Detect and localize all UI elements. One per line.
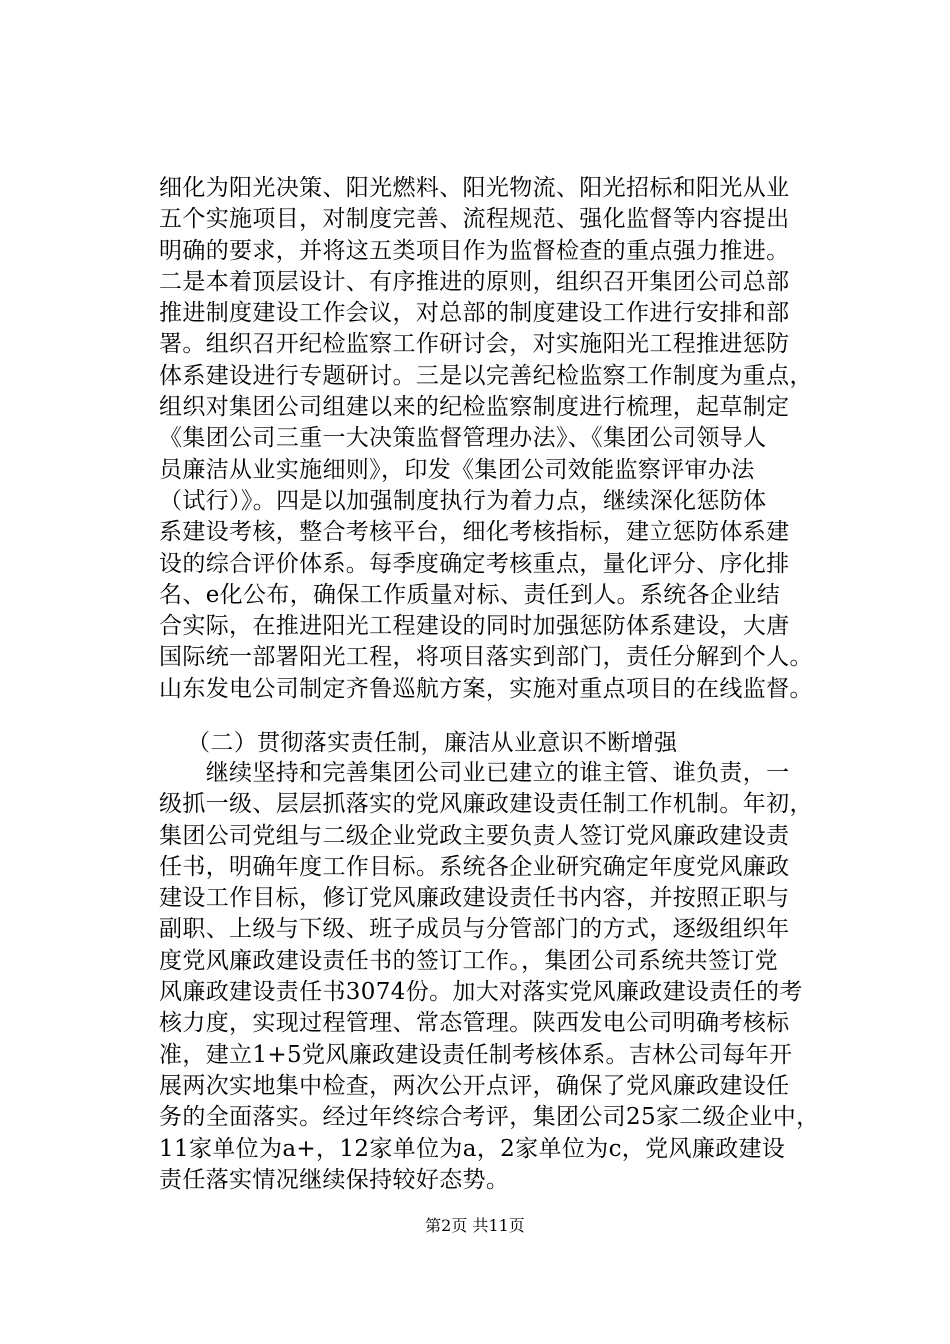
- text-line: 11家单位为a+，12家单位为a，2家单位为c，党风廉政建设: [159, 1135, 786, 1162]
- text-line: 体系建设进行专题研讨。三是以完善纪检监察工作制度为重点，: [159, 362, 813, 389]
- text-line: 任书，明确年度工作目标。系统各企业研究确定年度党风廉政: [159, 853, 790, 880]
- text-line: 二是本着顶层设计、有序推进的原则，组织召开集团公司总部: [159, 268, 790, 295]
- text-line: 合实际，在推进阳光工程建设的同时加强惩防体系建设，大唐: [159, 613, 790, 640]
- text-line: 山东发电公司制定齐鲁巡航方案，实施对重点项目的在线监督。: [159, 675, 813, 702]
- text-line: 核力度，实现过程管理、常态管理。陕西发电公司明确考核标: [159, 1010, 790, 1037]
- text-line: （试行）》。四是以加强制度执行为着力点，继续深化惩防体: [159, 487, 767, 514]
- text-line: 名、e化公布，确保工作质量对标、责任到人。系统各企业结: [159, 581, 781, 608]
- text-line: 《集团公司三重一大决策监督管理办法》、《集团公司领导人: [159, 425, 767, 452]
- text-line: 组织对集团公司组建以来的纪检监察制度进行梳理，起草制定: [159, 394, 790, 421]
- text-line: 署。组织召开纪检监察工作研讨会，对实施阳光工程推进惩防: [159, 331, 790, 358]
- text-line: 度党风廉政建设责任书的签订工作。，集团公司系统共签订党: [159, 947, 778, 974]
- text-line: 推进制度建设工作会议，对总部的制度建设工作进行安排和部: [159, 300, 790, 327]
- section-heading: （二）贯彻落实责任制，廉洁从业意识不断增强: [187, 730, 678, 756]
- text-line: 设的综合评价体系。每季度确定考核重点，量化评分、序化排: [159, 550, 790, 577]
- page-number: 第2页 共11页: [425, 1216, 525, 1235]
- text-line: 集团公司党组与二级企业党政主要负责人签订党风廉政建设责: [159, 822, 790, 849]
- text-line: 级抓一级、层层抓落实的党风廉政建设责任制工作机制。年初，: [159, 791, 813, 818]
- text-line: 责任落实情况继续保持较好态势。: [159, 1166, 510, 1193]
- text-line: 准，建立1+5党风廉政建设责任制考核体系。吉林公司每年开: [159, 1041, 793, 1068]
- text-line: 国际统一部署阳光工程，将项目落实到部门，责任分解到个人。: [159, 644, 813, 671]
- text-line: 明确的要求，并将这五类项目作为监督检查的重点强力推进。: [159, 237, 790, 264]
- text-line: 五个实施项目，对制度完善、流程规范、强化监督等内容提出: [159, 206, 790, 233]
- text-line: 员廉洁从业实施细则》，印发《集团公司效能监察评审办法: [159, 456, 755, 483]
- text-line: 细化为阳光决策、阳光燃料、阳光物流、阳光招标和阳光从业: [159, 175, 790, 201]
- text-line: 务的全面落实。经过年终综合考评，集团公司25家二级企业中，: [159, 1104, 820, 1131]
- text-line: 风廉政建设责任书3074份。加大对落实党风廉政建设责任的考: [159, 979, 803, 1006]
- text-line: 继续坚持和完善集团公司业已建立的谁主管、谁负责，一: [159, 760, 790, 786]
- paragraph-2: [159, 758, 859, 1196]
- text-line: 建设工作目标，修订党风廉政建设责任书内容，并按照正职与: [159, 885, 790, 912]
- text-line: 系建设考核，整合考核平台，细化考核指标，建立惩防体系建: [159, 519, 790, 546]
- text-line: 副职、上级与下级、班子成员与分管部门的方式，逐级组织年: [159, 916, 790, 943]
- paragraph-1: [159, 173, 859, 705]
- text-line: 展两次实地集中检查，两次公开点评，确保了党风廉政建设任: [159, 1072, 790, 1099]
